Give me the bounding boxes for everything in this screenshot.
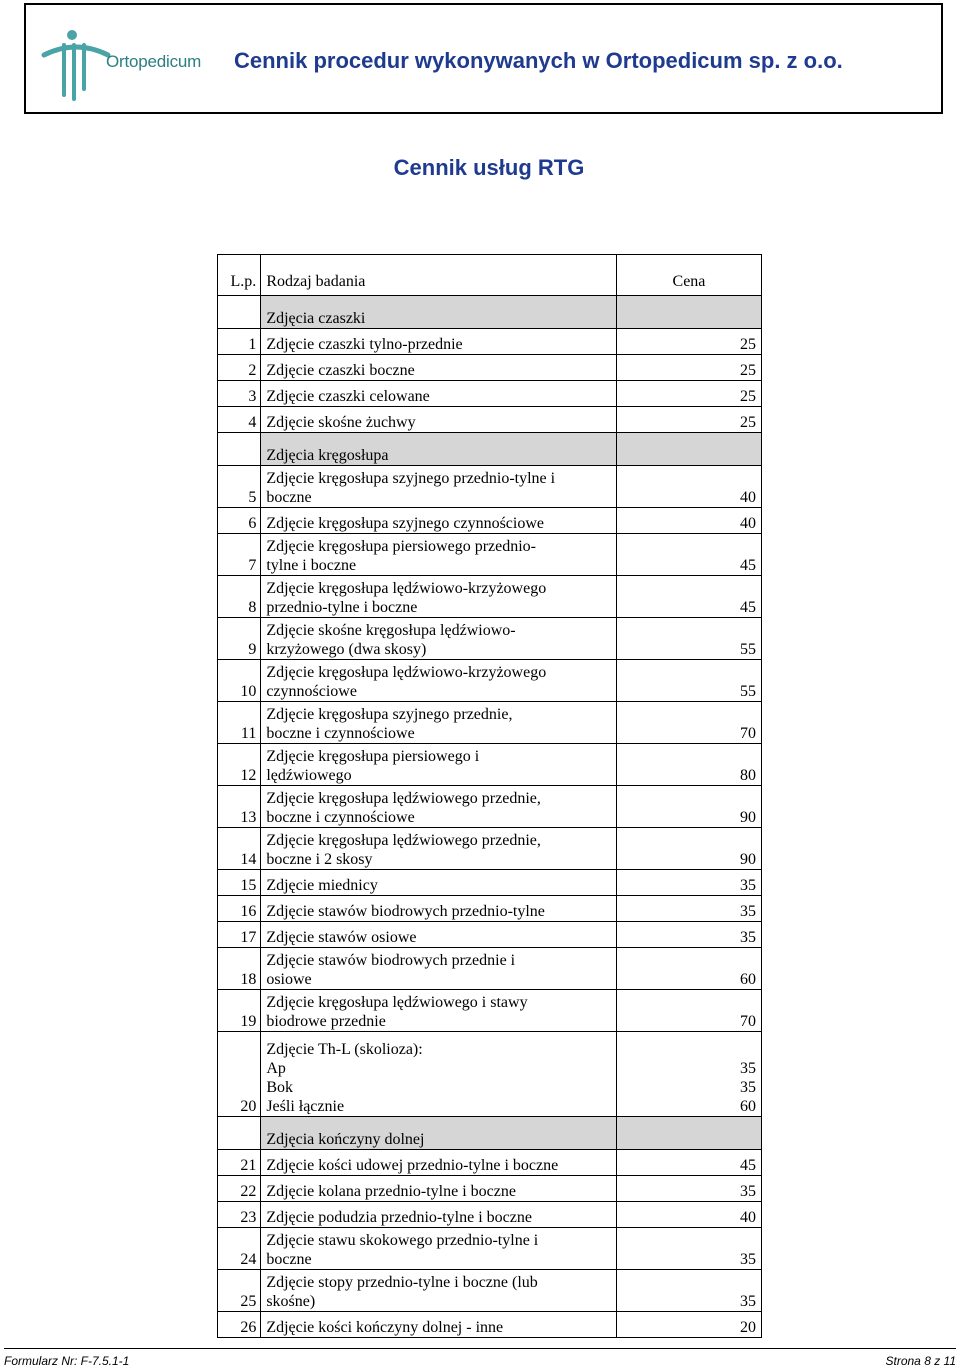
table-row: 19 Zdjęcie kręgosłupa lędźwiowego i stawy biodrowe przednie 70: [218, 990, 762, 1032]
table-row: 25 Zdjęcie stopy przednio-tylne i boczne (lub skośne) 35: [218, 1270, 762, 1312]
table-row: 16 Zdjęcie stawów biodrowych przednio-tylne 35: [218, 896, 762, 922]
table-row: 24 Zdjęcie stawu skokowego przednio-tylne i boczne 35: [218, 1228, 762, 1270]
table-row: 21 Zdjęcie kości udowej przednio-tylne i boczne 45: [218, 1150, 762, 1176]
col-header-number: L.p.: [218, 255, 261, 296]
page-footer: [4, 1348, 956, 1368]
category-row: [218, 1117, 762, 1150]
table-row: 14 Zdjęcie kręgosłupa lędźwiowego przednie, boczne i 2 skosy 90: [218, 828, 762, 870]
category-label: Zdjęcia czaszki: [261, 296, 617, 329]
col-header-price: Cena: [616, 255, 761, 296]
table-row: 15 Zdjęcie miednicy 35: [218, 870, 762, 896]
table-row: 2 Zdjęcie czaszki boczne 25: [218, 355, 762, 381]
table-row: 3 Zdjęcie czaszki celowane 25: [218, 381, 762, 407]
table-row: 18 Zdjęcie stawów biodrowych przednie i osiowe 60: [218, 948, 762, 990]
col-header-name: Rodzaj badania: [261, 255, 617, 296]
table-row: 11 Zdjęcie kręgosłupa szyjnego przednie, boczne i czynnościowe 70: [218, 702, 762, 744]
document-title: Cennik procedur wykonywanych w Ortopedicum sp. z o.o.: [234, 48, 843, 73]
table-row: 5 Zdjęcie kręgosłupa szyjnego przednio-tylne i boczne 40: [218, 466, 762, 508]
form-number: Formularz Nr: F-7.5.1-1: [4, 1354, 130, 1368]
category-row: [218, 433, 762, 466]
category-label: Zdjęcia kończyny dolnej: [261, 1117, 617, 1150]
category-label: Zdjęcia kręgosłupa: [261, 433, 617, 466]
page-number: Strona 8 z 11: [885, 1354, 956, 1368]
table-row: 26 Zdjęcie kości kończyny dolnej - inne 20: [218, 1312, 762, 1338]
table-row: 22 Zdjęcie kolana przednio-tylne i boczne 35: [218, 1176, 762, 1202]
table-row: 13 Zdjęcie kręgosłupa lędźwiowego przednie, boczne i czynnościowe 90: [218, 786, 762, 828]
table-row: 23 Zdjęcie podudzia przednio-tylne i boczne 40: [218, 1202, 762, 1228]
table-row: 17 Zdjęcie stawów osiowe 35: [218, 922, 762, 948]
table-row: 1 Zdjęcie czaszki tylno-przednie 25: [218, 329, 762, 355]
section-title: Cennik usług RTG: [393, 155, 585, 180]
table-row: 20 Zdjęcie Th-L (skolioza): Ap Bok Jeśli łącznie 35 35 60: [218, 1032, 762, 1117]
category-row: [218, 296, 762, 329]
header-box: [24, 3, 943, 114]
table-row: 6 Zdjęcie kręgosłupa szyjnego czynnościowe 40: [218, 508, 762, 534]
table-row: 10 Zdjęcie kręgosłupa lędźwiowo-krzyżowego czynnościowe 55: [218, 660, 762, 702]
table-row: 9 Zdjęcie skośne kręgosłupa lędźwiowo- krzyżowego (dwa skosy) 55: [218, 618, 762, 660]
price-table: [217, 254, 762, 1338]
table-header-row: [218, 255, 762, 296]
table-row: 4 Zdjęcie skośne żuchwy 25: [218, 407, 762, 433]
logo-text: Ortopedicum: [106, 52, 202, 71]
table-row: 8 Zdjęcie kręgosłupa lędźwiowo-krzyżowego przednio-tylne i boczne 45: [218, 576, 762, 618]
table-row: 12 Zdjęcie kręgosłupa piersiowego i lędźwiowego 80: [218, 744, 762, 786]
table-row: 7 Zdjęcie kręgosłupa piersiowego przednio- tylne i boczne 45: [218, 534, 762, 576]
